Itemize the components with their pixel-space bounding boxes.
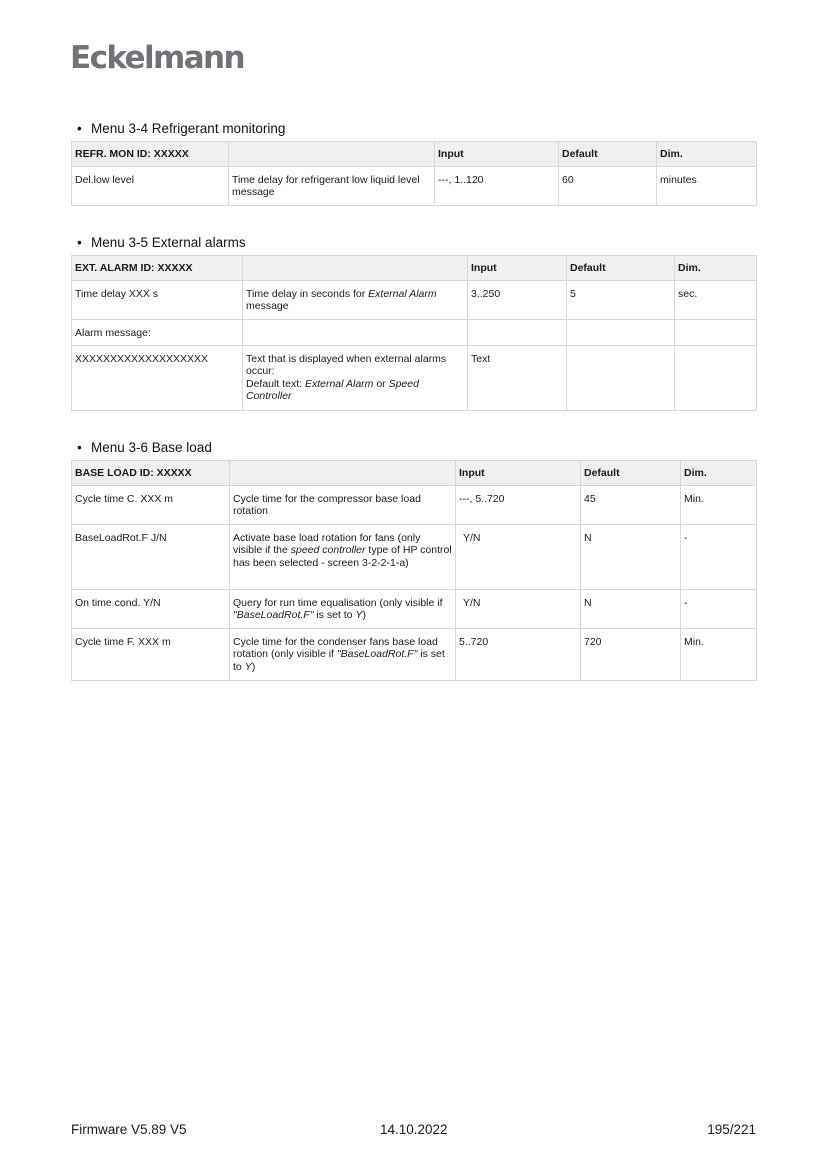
- table-header-row: [72, 256, 757, 281]
- section-base-load: [71, 439, 756, 681]
- bullet-icon: •: [77, 235, 82, 250]
- header-default: Default: [559, 142, 657, 167]
- section-refrigerant-monitoring: [71, 120, 756, 206]
- cell-parameter: Time delay XXX s: [72, 280, 243, 319]
- table-row: [72, 589, 757, 628]
- table-header-row: [72, 142, 757, 167]
- header-id: EXT. ALARM ID: XXXXX: [72, 256, 243, 281]
- cell-description: Query for run time equalisation (only visible if "BaseLoadRot.F" is set to Y): [230, 589, 456, 628]
- header-input: Input: [435, 142, 559, 167]
- cell-description: Time delay in seconds for External Alarm message: [243, 280, 468, 319]
- footer-firmware: Firmware V5.89 V5: [71, 1122, 187, 1137]
- cell-default: N: [581, 589, 681, 628]
- section-external-alarms: [71, 234, 756, 411]
- header-input: Input: [468, 256, 567, 281]
- cell-dim: Min.: [681, 485, 757, 524]
- header-id: REFR. MON ID: XXXXX: [72, 142, 229, 167]
- cell-description: [243, 319, 468, 345]
- eckelmann-logo: Eckelmann: [70, 40, 244, 76]
- section-heading: [71, 234, 756, 251]
- section-heading-text: Menu 3-4 Refrigerant monitoring: [91, 121, 286, 136]
- cell-default: 60: [559, 166, 657, 205]
- cell-dim: -: [681, 524, 757, 589]
- header-description: [243, 256, 468, 281]
- cell-input: Text: [468, 345, 567, 410]
- cell-default: [567, 345, 675, 410]
- header-dim: Dim.: [675, 256, 757, 281]
- cell-parameter: Cycle time F. XXX m: [72, 628, 230, 680]
- header-id: BASE LOAD ID: XXXXX: [72, 461, 230, 486]
- base-load-table: [71, 460, 757, 681]
- header-description: [229, 142, 435, 167]
- cell-dim: -: [681, 589, 757, 628]
- cell-description: Activate base load rotation for fans (only visible if the speed controller type of HP control has been selected - screen 3-2-2-1-a): [230, 524, 456, 589]
- cell-dim: minutes: [657, 166, 757, 205]
- external-alarms-table: [71, 255, 757, 411]
- cell-default: [567, 319, 675, 345]
- section-heading: [71, 439, 756, 456]
- cell-description: Time delay for refrigerant low liquid level message: [229, 166, 435, 205]
- bullet-icon: •: [77, 121, 82, 136]
- refrigerant-monitoring-table: [71, 141, 757, 206]
- cell-input: 5..720: [456, 628, 581, 680]
- cell-parameter: On time cond. Y/N: [72, 589, 230, 628]
- cell-default: N: [581, 524, 681, 589]
- table-row: [72, 280, 757, 319]
- cell-default: 45: [581, 485, 681, 524]
- header-description: [230, 461, 456, 486]
- table-row: [72, 345, 757, 410]
- table-header-row: [72, 461, 757, 486]
- cell-input: [468, 319, 567, 345]
- cell-input: Y/N: [456, 589, 581, 628]
- cell-dim: [675, 319, 757, 345]
- header-dim: Dim.: [657, 142, 757, 167]
- header-input: Input: [456, 461, 581, 486]
- section-heading: [71, 120, 756, 137]
- cell-input: ---, 1..120: [435, 166, 559, 205]
- cell-default: 720: [581, 628, 681, 680]
- table-row: [72, 524, 757, 589]
- cell-input: ---, 5..720: [456, 485, 581, 524]
- cell-dim: Min.: [681, 628, 757, 680]
- table-row: [72, 485, 757, 524]
- cell-parameter: Alarm message:: [72, 319, 243, 345]
- header-dim: Dim.: [681, 461, 757, 486]
- cell-parameter: Del.low level: [72, 166, 229, 205]
- cell-description: Text that is displayed when external alarms occur: Default text: External Alarm or Speed Controller: [243, 345, 468, 410]
- cell-parameter: XXXXXXXXXXXXXXXXXXX: [72, 345, 243, 410]
- table-row: [72, 166, 757, 205]
- bullet-icon: •: [77, 440, 82, 455]
- cell-input: Y/N: [456, 524, 581, 589]
- cell-dim: sec.: [675, 280, 757, 319]
- cell-dim: [675, 345, 757, 410]
- cell-description: Cycle time for the condenser fans base load rotation (only visible if "BaseLoadRot.F" is set to Y): [230, 628, 456, 680]
- cell-parameter: BaseLoadRot.F J/N: [72, 524, 230, 589]
- cell-default: 5: [567, 280, 675, 319]
- section-heading-text: Menu 3-5 External alarms: [91, 235, 246, 250]
- cell-input: 3..250: [468, 280, 567, 319]
- cell-parameter: Cycle time C. XXX m: [72, 485, 230, 524]
- footer-date: 14.10.2022: [380, 1122, 448, 1137]
- footer-page-number: 195/221: [707, 1122, 756, 1137]
- table-row: [72, 319, 757, 345]
- header-default: Default: [567, 256, 675, 281]
- header-default: Default: [581, 461, 681, 486]
- table-row: [72, 628, 757, 680]
- cell-description: Cycle time for the compressor base load rotation: [230, 485, 456, 524]
- section-heading-text: Menu 3-6 Base load: [91, 440, 212, 455]
